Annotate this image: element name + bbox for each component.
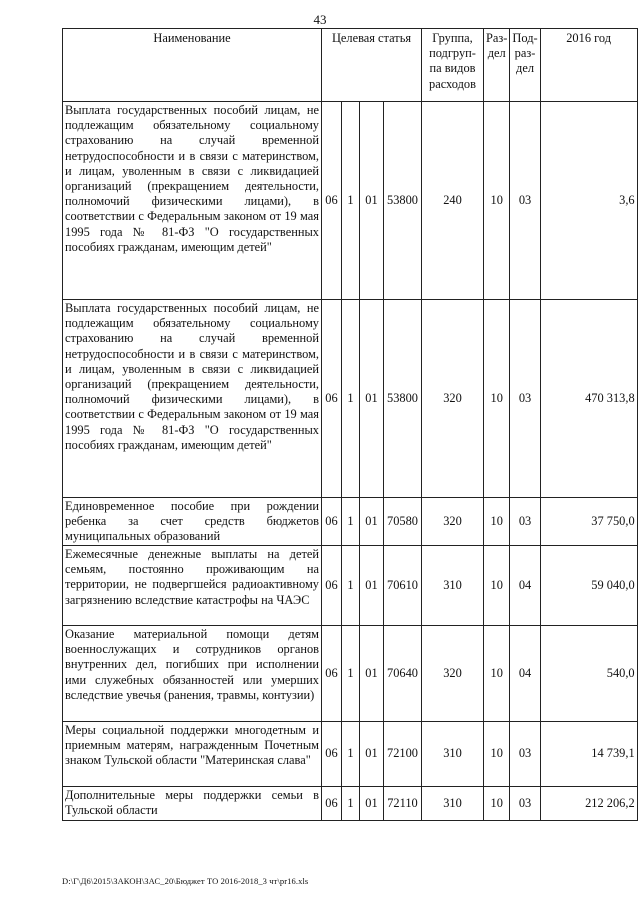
row-name: Ежемесячные денежные выплаты на детей семьям, постоянно проживающим на территории, не подвергшейся радиоактивному загрязнению вследствие катастрофы на ЧАЭС xyxy=(63,546,322,626)
group-code: 310 xyxy=(422,787,484,821)
section-code: 10 xyxy=(484,626,510,722)
target-code-3: 01 xyxy=(360,722,384,787)
file-path-footer: D:\Г\Д6\2015\ЗАКОН\ЗАС_20\Бюджет ТО 2016-2018_3 чт\pr16.xls xyxy=(62,876,309,886)
group-code: 240 xyxy=(422,102,484,300)
section-code: 10 xyxy=(484,300,510,498)
target-code-1: 06 xyxy=(322,102,342,300)
page-number: 43 xyxy=(313,12,327,27)
target-code-1: 06 xyxy=(322,300,342,498)
table-row xyxy=(63,546,638,626)
subsection-code: 03 xyxy=(510,102,540,300)
group-code: 320 xyxy=(422,626,484,722)
amount-2016: 3,6 xyxy=(540,102,637,300)
target-code-4: 72110 xyxy=(384,787,422,821)
section-code: 10 xyxy=(484,498,510,546)
amount-2016: 59 040,0 xyxy=(540,546,637,626)
amount-2016: 212 206,2 xyxy=(540,787,637,821)
subsection-code: 03 xyxy=(510,722,540,787)
subsection-code: 04 xyxy=(510,626,540,722)
target-code-2: 1 xyxy=(342,546,360,626)
row-name: Единовременное пособие при рождении ребенка за счет средств бюджетов муниципальных образований xyxy=(63,498,322,546)
target-code-1: 06 xyxy=(322,498,342,546)
header-year: 2016 год xyxy=(540,29,637,102)
target-code-4: 53800 xyxy=(384,300,422,498)
target-code-4: 70580 xyxy=(384,498,422,546)
section-code: 10 xyxy=(484,102,510,300)
header-name: Наименование xyxy=(63,29,322,102)
target-code-4: 70640 xyxy=(384,626,422,722)
target-code-3: 01 xyxy=(360,626,384,722)
table-row xyxy=(63,787,638,821)
target-code-1: 06 xyxy=(322,722,342,787)
target-code-2: 1 xyxy=(342,498,360,546)
subsection-code: 03 xyxy=(510,300,540,498)
group-code: 310 xyxy=(422,546,484,626)
subsection-code: 03 xyxy=(510,498,540,546)
target-code-2: 1 xyxy=(342,300,360,498)
target-code-2: 1 xyxy=(342,722,360,787)
target-code-1: 06 xyxy=(322,546,342,626)
table-row xyxy=(63,498,638,546)
header-target: Целевая статья xyxy=(322,29,422,102)
amount-2016: 14 739,1 xyxy=(540,722,637,787)
row-name: Оказание материальной помощи детям военнослужащих и сотрудников органов внутренних дел, погибших при исполнении ими служебных обязанностей или умерших вследствие увечья (ранения, травмы, контузии) xyxy=(63,626,322,722)
row-name: Меры социальной поддержки многодетным и приемным матерям, награжденным Почетным знаком Тульской области "Материнская слава" xyxy=(63,722,322,787)
group-code: 320 xyxy=(422,300,484,498)
target-code-3: 01 xyxy=(360,102,384,300)
budget-table xyxy=(62,28,638,821)
table-header-row xyxy=(63,29,638,102)
target-code-4: 70610 xyxy=(384,546,422,626)
table-row xyxy=(63,300,638,498)
target-code-2: 1 xyxy=(342,626,360,722)
target-code-3: 01 xyxy=(360,787,384,821)
target-code-1: 06 xyxy=(322,787,342,821)
target-code-4: 53800 xyxy=(384,102,422,300)
section-code: 10 xyxy=(484,787,510,821)
target-code-2: 1 xyxy=(342,102,360,300)
header-subsection: Под-раз-дел xyxy=(510,29,540,102)
header-section: Раз-дел xyxy=(484,29,510,102)
subsection-code: 03 xyxy=(510,787,540,821)
subsection-code: 04 xyxy=(510,546,540,626)
row-name: Выплата государственных пособий лицам, не подлежащим обязательному социальному страхованию на случай временной нетрудоспособности и в связи с материнством, и лицам, уволенным в связи с ликвидацией организаций (прекращением деятельности, полномочий физическими лицами), в соответствии с Федеральным законом от 19 мая 1995 года № 81-ФЗ "О государственных пособиях гражданам, имеющим детей" xyxy=(63,300,322,498)
amount-2016: 540,0 xyxy=(540,626,637,722)
target-code-2: 1 xyxy=(342,787,360,821)
target-code-3: 01 xyxy=(360,546,384,626)
group-code: 310 xyxy=(422,722,484,787)
target-code-1: 06 xyxy=(322,626,342,722)
section-code: 10 xyxy=(484,546,510,626)
target-code-3: 01 xyxy=(360,498,384,546)
amount-2016: 470 313,8 xyxy=(540,300,637,498)
table-row xyxy=(63,722,638,787)
table-row xyxy=(63,102,638,300)
row-name: Выплата государственных пособий лицам, не подлежащим обязательному социальному страхованию на случай временной нетрудоспособности и в связи с материнством, и лицам, уволенным в связи с ликвидацией организаций (прекращением деятельности, полномочий физическими лицами), в соответствии с Федеральным законом от 19 мая 1995 года № 81-ФЗ "О государственных пособиях гражданам, имеющим детей" xyxy=(63,102,322,300)
group-code: 320 xyxy=(422,498,484,546)
target-code-3: 01 xyxy=(360,300,384,498)
target-code-4: 72100 xyxy=(384,722,422,787)
amount-2016: 37 750,0 xyxy=(540,498,637,546)
table-row xyxy=(63,626,638,722)
header-group: Группа, подгруп-па видов расходов xyxy=(422,29,484,102)
section-code: 10 xyxy=(484,722,510,787)
row-name: Дополнительные меры поддержки семьи в Тульской области xyxy=(63,787,322,821)
